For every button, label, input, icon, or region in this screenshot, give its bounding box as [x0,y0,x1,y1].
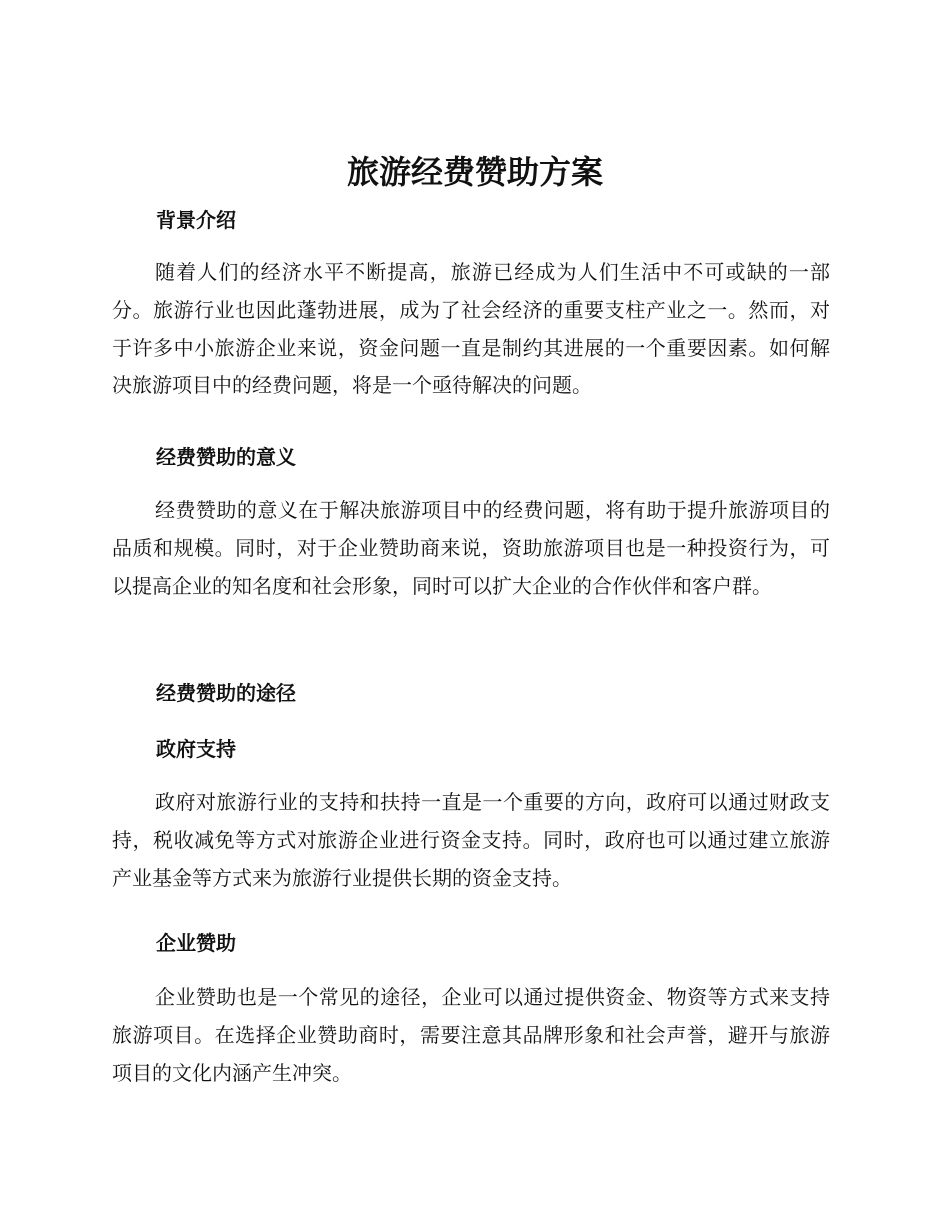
paragraph-enterprise: 企业赞助也是一个常见的途径，企业可以通过提供资金、物资等方式来支持旅游项目。在选择企业赞助商时，需要注意其品牌形象和社会声誉，避开与旅游项目的文化内涵产生冲突。 [112,985,830,1085]
section-heading-enterprise: 企业赞助 [156,931,236,955]
paragraph-government: 政府对旅游行业的支持和扶持一直是一个重要的方向，政府可以通过财政支持，税收减免等方式对旅游企业进行资金支持。同时，政府也可以通过建立旅游产业基金等方式来为旅游行业提供长期的资金支持。 [112,790,830,890]
document-title: 旅游经费赞助方案 [346,153,603,191]
paragraph-background: 随着人们的经济水平不断提高，旅游已经成为人们生活中不可或缺的一部分。旅游行业也因此蓬勃进展，成为了社会经济的重要支柱产业之一。然而，对于许多中小旅游企业来说，资金问题一直是制约其进展的一个重要因素。如何解决旅游项目中的经费问题，将是一个亟待解决的问题。 [112,260,830,398]
section-heading-significance: 经费赞助的意义 [156,445,296,469]
section-heading-background: 背景介绍 [156,208,236,232]
section-heading-approaches: 经费赞助的途径 [156,681,296,705]
paragraph-significance: 经费赞助的意义在于解决旅游项目中的经费问题，将有助于提升旅游项目的品质和规模。同时，对于企业赞助商来说，资助旅游项目也是一种投资行为，可以提高企业的知名度和社会形象，同时可以扩大企业的合作伙伴和客户群。 [112,498,830,598]
section-heading-government: 政府支持 [156,737,236,761]
